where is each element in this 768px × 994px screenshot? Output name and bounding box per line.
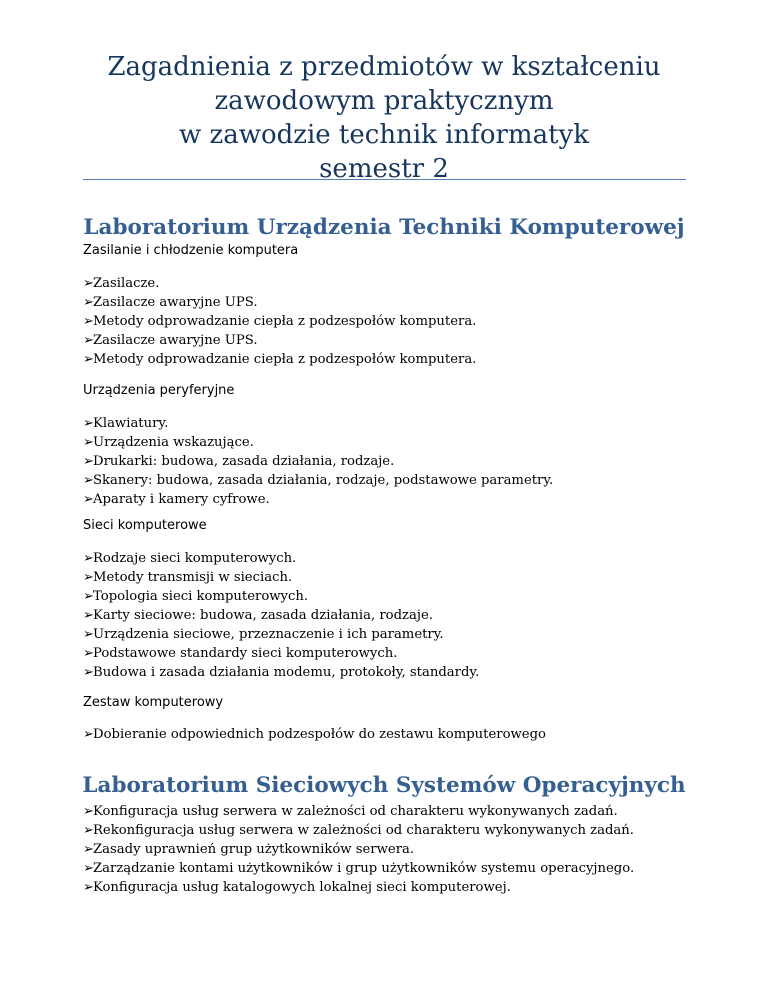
document-title (0, 50, 768, 186)
arrow-bullet-icon: ➢ (83, 551, 94, 566)
subheading-zasilanie: Zasilanie i chłodzenie komputera (83, 243, 299, 258)
arrow-bullet-icon: ➢ (83, 492, 94, 507)
arrow-bullet-icon: ➢ (83, 333, 94, 348)
list-item-text: Aparaty i kamery cyfrowe. (93, 492, 270, 507)
list-item-text: Drukarki: budowa, zasada działania, rodzaje. (93, 454, 395, 469)
arrow-bullet-icon: ➢ (83, 804, 94, 819)
list-item-text: Metody odprowadzanie ciepła z podzespołów komputera. (93, 314, 477, 329)
arrow-bullet-icon: ➢ (83, 627, 94, 642)
list-item-text: Konfiguracja usług katalogowych lokalnej sieci komputerowej. (93, 880, 511, 895)
list-item-text: Zasilacze awaryjne UPS. (93, 295, 258, 310)
subheading-sieci: Sieci komputerowe (83, 518, 207, 533)
arrow-bullet-icon: ➢ (83, 295, 94, 310)
list-item-text: Karty sieciowe: budowa, zasada działania, rodzaje. (93, 608, 433, 623)
title-line: semestr 2 (319, 154, 449, 184)
arrow-bullet-icon: ➢ (83, 454, 94, 469)
list-item-text: Rodzaje sieci komputerowych. (93, 551, 297, 566)
subheading-zestaw: Zestaw komputerowy (83, 695, 224, 710)
title-line: zawodowym praktycznym (214, 86, 554, 116)
list-item-text: Zasilacze awaryjne UPS. (93, 333, 258, 348)
list-item-text: Dobieranie odpowiednich podzespołów do zestawu komputerowego (93, 727, 546, 742)
subheading-peryferia: Urządzenia peryferyjne (83, 383, 235, 398)
list-item-text: Zarządzanie kontami użytkowników i grup użytkowników systemu operacyjnego. (93, 861, 635, 876)
arrow-bullet-icon: ➢ (83, 880, 94, 895)
list-item-text: Metody transmisji w sieciach. (93, 570, 293, 585)
arrow-bullet-icon: ➢ (83, 352, 94, 367)
section-heading-utk: Laboratorium Urządzenia Techniki Komputerowej (83, 215, 685, 240)
arrow-bullet-icon: ➢ (83, 570, 94, 585)
list-item-text: Podstawowe standardy sieci komputerowych. (93, 646, 398, 661)
list-item-text: Zasilacze. (93, 276, 160, 291)
list-item-text: Konfiguracja usług serwera w zależności od charakteru wykonywanych zadań. (93, 804, 618, 819)
list-item-text: Zasady uprawnień grup użytkowników serwera. (93, 842, 415, 857)
arrow-bullet-icon: ➢ (83, 646, 94, 661)
list-item-text: Metody odprowadzanie ciepła z podzespołów komputera. (93, 352, 477, 367)
arrow-bullet-icon: ➢ (83, 861, 94, 876)
title-line: Zagadnienia z przedmiotów w kształceniu (107, 52, 661, 82)
arrow-bullet-icon: ➢ (83, 473, 94, 488)
arrow-bullet-icon: ➢ (83, 314, 94, 329)
arrow-bullet-icon: ➢ (83, 276, 94, 291)
arrow-bullet-icon: ➢ (83, 416, 94, 431)
title-line: w zawodzie technik informatyk (179, 120, 589, 150)
arrow-bullet-icon: ➢ (83, 665, 94, 680)
arrow-bullet-icon: ➢ (83, 727, 94, 742)
arrow-bullet-icon: ➢ (83, 589, 94, 604)
arrow-bullet-icon: ➢ (83, 842, 94, 857)
section-heading-sso: Laboratorium Sieciowych Systemów Operacyjnych (82, 773, 686, 798)
list-item-text: Skanery: budowa, zasada działania, rodzaje, podstawowe parametry. (93, 473, 554, 488)
title-divider (83, 179, 686, 180)
list-item-text: Klawiatury. (93, 416, 169, 431)
list-item-text: Urządzenia wskazujące. (93, 435, 254, 450)
arrow-bullet-icon: ➢ (83, 823, 94, 838)
list-item-text: Rekonfiguracja usług serwera w zależności od charakteru wykonywanych zadań. (93, 823, 634, 838)
list-item-text: Budowa i zasada działania modemu, protokoły, standardy. (93, 665, 480, 680)
list-item-text: Urządzenia sieciowe, przeznaczenie i ich parametry. (93, 627, 444, 642)
arrow-bullet-icon: ➢ (83, 608, 94, 623)
arrow-bullet-icon: ➢ (83, 435, 94, 450)
list-item-text: Topologia sieci komputerowych. (93, 589, 309, 604)
